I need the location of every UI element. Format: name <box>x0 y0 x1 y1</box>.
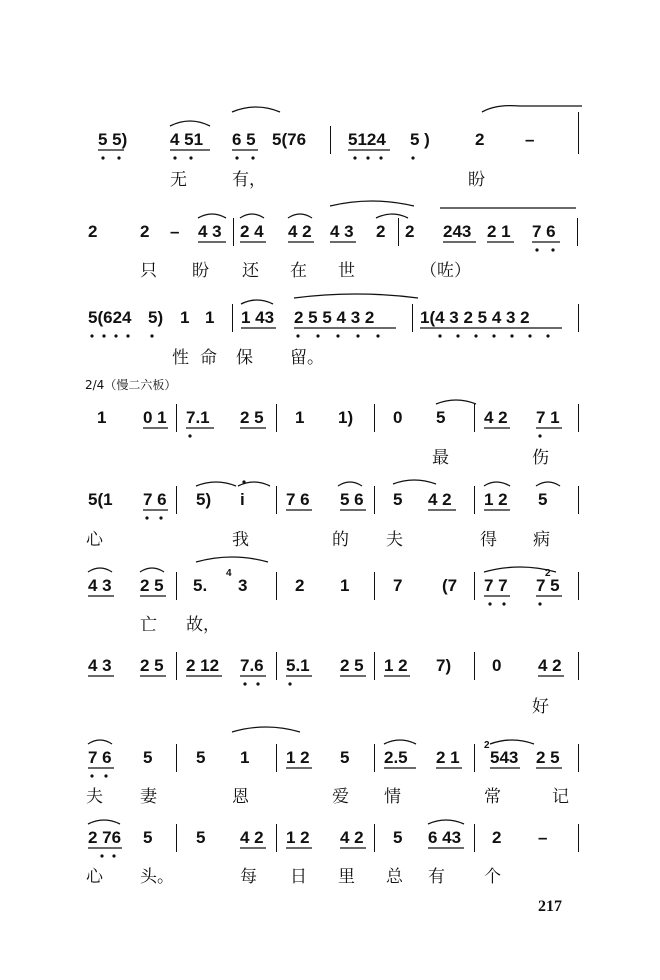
bar-line <box>276 824 277 852</box>
note-group: – <box>538 828 548 847</box>
note-group: 0 1 <box>143 408 167 427</box>
note-group: 5(1 <box>88 490 113 509</box>
note-group: 4 2 <box>538 656 562 675</box>
note-group: 7 <box>393 576 403 595</box>
note-group: 5 <box>196 748 206 767</box>
lyric: 有 <box>428 867 445 887</box>
bar-line <box>233 218 234 246</box>
note-group: 2 5 <box>240 408 264 427</box>
note-group: 2 4 <box>240 222 264 241</box>
note-group: 5 <box>143 748 153 767</box>
lyric: 头。 <box>140 867 174 887</box>
bar-line <box>232 304 233 332</box>
bar-line <box>176 572 177 600</box>
bar-line <box>276 486 277 514</box>
bar-line <box>578 304 579 332</box>
tempo-marking: 2/4（慢二六板） <box>85 378 177 392</box>
lyric: 盼 <box>192 261 209 281</box>
lyric: 有， <box>232 170 266 190</box>
bar-line <box>577 218 578 246</box>
slur <box>196 482 236 486</box>
bar-line <box>176 824 177 852</box>
bar-line <box>276 744 277 772</box>
bar-line <box>474 652 475 680</box>
lyric: 记 <box>552 787 569 807</box>
note-group: 2 5 5 4 3 2 <box>294 308 375 327</box>
lyric: 里 <box>338 867 355 887</box>
lyric: 亡 <box>140 615 157 635</box>
note-group: 243 <box>443 222 472 241</box>
lyric: 妻 <box>140 787 157 807</box>
lyric: 恩 <box>232 787 249 807</box>
slur <box>170 121 210 126</box>
note-group: 2 5 <box>140 576 164 595</box>
tie <box>482 106 582 112</box>
slur <box>238 482 270 486</box>
system-6-lyrics <box>0 610 660 640</box>
note-group: 1 43 <box>241 308 275 327</box>
system-9-notes <box>0 828 660 858</box>
note-group: 1) <box>338 408 354 427</box>
note-group: 2 <box>140 222 150 241</box>
note-group: 4 3 <box>330 222 354 241</box>
note-group: – <box>525 130 535 149</box>
slur <box>232 727 300 732</box>
note-group: 543 <box>490 748 519 767</box>
lyric: 故， <box>186 615 220 635</box>
bar-line <box>578 652 579 680</box>
bar-line <box>578 486 579 514</box>
slur <box>88 820 120 824</box>
slur <box>536 482 560 486</box>
lyric: 夫 <box>86 787 103 807</box>
note-group: 1 <box>97 408 107 427</box>
system-1-notes <box>0 130 660 160</box>
note-group: 5(624 <box>88 308 132 327</box>
note-group: 5 <box>538 490 548 509</box>
note-group: 1 2 <box>286 828 310 847</box>
note-group: 6 5 <box>232 130 256 149</box>
slur <box>376 214 408 218</box>
lyric: 无 <box>170 170 187 190</box>
note-group: 7.6 <box>240 656 264 675</box>
note-group: 2 <box>295 576 305 595</box>
note-group: 2 1 <box>436 748 460 767</box>
note-group: 1(4 3 2 5 4 3 2 <box>420 308 530 327</box>
bar-line <box>398 218 399 246</box>
slur <box>436 400 476 404</box>
slur <box>384 740 416 744</box>
note-group: 1 <box>295 408 305 427</box>
system-3-lyrics <box>0 343 660 373</box>
slur <box>88 568 112 572</box>
slur <box>198 214 226 218</box>
bar-line <box>578 744 579 772</box>
note-group: 0 <box>393 408 403 427</box>
note-group: 4 51 <box>170 130 204 149</box>
note-group: 2 <box>492 828 502 847</box>
lyric: 还 <box>242 261 259 281</box>
note-group: 7.1 <box>186 408 210 427</box>
lyric: 得 <box>480 530 497 550</box>
note-group: 1 <box>340 576 350 595</box>
slur <box>330 201 414 206</box>
note-group: 2 <box>88 222 98 241</box>
note-group: 2 5 <box>140 656 164 675</box>
lyric: 我 <box>232 530 249 550</box>
bar-line <box>474 404 475 432</box>
bar-line <box>578 824 579 852</box>
slur <box>338 482 362 486</box>
note-group: 2 76 <box>88 828 122 847</box>
bar-line <box>578 572 579 600</box>
bar-line <box>330 126 331 154</box>
slur <box>140 568 164 572</box>
note-group: 5 6 <box>340 490 364 509</box>
note-group: 2 1 <box>487 222 511 241</box>
lyric: （咗） <box>420 261 471 281</box>
note-group: 4 3 <box>88 576 112 595</box>
note-group: 5 <box>196 828 206 847</box>
slur <box>240 214 264 218</box>
lyric: 命 <box>200 348 217 368</box>
note-group: 7 5 <box>536 576 560 595</box>
note-group: 7) <box>436 656 452 675</box>
system-7-notes <box>0 656 660 686</box>
note-group: 5 <box>393 828 403 847</box>
bar-line <box>176 486 177 514</box>
bar-line <box>176 744 177 772</box>
bar-line <box>578 404 579 432</box>
note-group: 7 6 <box>143 490 167 509</box>
page-number: 217 <box>538 898 562 915</box>
slur <box>232 107 280 112</box>
note-group: (7 <box>442 576 458 595</box>
bar-line <box>474 744 475 772</box>
slur <box>490 740 534 744</box>
lyric: 夫 <box>386 530 403 550</box>
system-7-lyrics <box>0 692 660 722</box>
note-group: 5. <box>193 576 208 595</box>
lyric: 在 <box>290 261 307 281</box>
note-group: 2 5 <box>536 748 560 767</box>
note-group: 7 6 <box>88 748 112 767</box>
lyric: 常 <box>484 787 501 807</box>
note-group: 7 1 <box>536 408 560 427</box>
note-group: 1 2 <box>484 490 508 509</box>
bar-line <box>578 112 579 154</box>
bar-line <box>374 486 375 514</box>
bar-line <box>276 652 277 680</box>
note-group: 5) <box>148 308 164 327</box>
note-group: i <box>240 490 245 509</box>
lyric: 留。 <box>290 348 324 368</box>
note-group: 4 2 <box>428 490 452 509</box>
note-group: 5 ) <box>410 130 430 149</box>
lyric: 日 <box>290 867 307 887</box>
note-group: 5 <box>393 490 403 509</box>
note-group: 1 2 <box>286 748 310 767</box>
lyric: 心 <box>86 530 103 550</box>
note-group: 2 12 <box>186 656 220 675</box>
note-group: 4 2 <box>288 222 312 241</box>
note-group: 5(76 <box>272 130 307 149</box>
note-group: 4 3 <box>198 222 222 241</box>
lyric: 伤 <box>532 448 549 468</box>
lyric: 情 <box>384 787 401 807</box>
system-4-lyrics <box>0 443 660 473</box>
bar-line <box>276 572 277 600</box>
slur <box>428 820 464 824</box>
bar-line <box>412 304 413 332</box>
note-group: 4 2 <box>484 408 508 427</box>
note-group: 5124 <box>348 130 386 149</box>
note-group: 5) <box>196 490 212 509</box>
system-9-lyrics <box>0 862 660 892</box>
note-group: – <box>170 222 180 241</box>
note-group: 2 <box>376 222 386 241</box>
system-4-notes <box>0 408 660 438</box>
bar-line <box>374 652 375 680</box>
lyric: 总 <box>386 867 403 887</box>
slur <box>288 214 312 218</box>
lyric: 个 <box>484 867 501 887</box>
grace-note: 2 <box>545 568 551 579</box>
note-group: 1 <box>180 308 190 327</box>
note-group: 2 5 <box>340 656 364 675</box>
slur <box>196 557 268 562</box>
slur <box>241 300 273 304</box>
lyric: 每 <box>240 867 257 887</box>
lyric: 最 <box>432 448 449 468</box>
note-group: 5 <box>340 748 350 767</box>
lyric: 心 <box>86 867 103 887</box>
note-group: 0 <box>492 656 502 675</box>
system-8-notes <box>0 740 660 778</box>
system-5-notes <box>0 490 660 520</box>
slur <box>294 294 418 298</box>
bar-line <box>474 486 475 514</box>
note-group: 4 2 <box>240 828 264 847</box>
bar-line <box>474 572 475 600</box>
note-group: 5 5) <box>98 130 128 149</box>
bar-line <box>374 572 375 600</box>
note-group: 1 <box>205 308 215 327</box>
note-group: 4 2 <box>340 828 364 847</box>
system-2-notes <box>0 222 660 252</box>
note-group: 2 <box>475 130 485 149</box>
lyric: 世 <box>338 261 355 281</box>
slur <box>484 482 510 486</box>
bar-line <box>374 744 375 772</box>
grace-note: 2 <box>484 740 490 751</box>
grace-note: 4 <box>226 568 232 579</box>
bar-line <box>374 824 375 852</box>
bar-line <box>176 652 177 680</box>
lyric: 病 <box>533 530 550 550</box>
system-3-notes <box>0 308 660 338</box>
system-5-lyrics <box>0 525 660 555</box>
note-group: 3 <box>238 576 248 595</box>
system-8-lyrics <box>0 782 660 812</box>
lyric: 爱 <box>332 787 349 807</box>
note-group: 1 <box>240 748 250 767</box>
system-2-lyrics <box>0 256 660 286</box>
lyric: 只 <box>140 261 157 281</box>
note-group: 5 <box>436 408 446 427</box>
slur <box>393 480 436 484</box>
note-group: 2.5 <box>384 748 408 767</box>
lyric: 盼 <box>468 170 485 190</box>
bar-line <box>276 404 277 432</box>
slur <box>88 740 112 744</box>
note-group: 5 <box>143 828 153 847</box>
note-group: 4 3 <box>88 656 112 675</box>
bar-line <box>474 824 475 852</box>
note-group: 5.1 <box>286 656 310 675</box>
bar-line <box>374 404 375 432</box>
note-group: 2 <box>405 222 415 241</box>
bar-line <box>176 404 177 432</box>
note-group: 7 6 <box>286 490 310 509</box>
note-group: 7 7 <box>484 576 508 595</box>
lyric: 性 <box>172 348 189 368</box>
system-1-lyrics <box>0 165 660 195</box>
note-group: 1 2 <box>384 656 408 675</box>
system-6-notes <box>0 568 660 606</box>
lyric: 保 <box>236 348 253 368</box>
note-group: 7 6 <box>532 222 556 241</box>
note-group: 6 43 <box>428 828 462 847</box>
lyric: 好 <box>532 697 549 717</box>
lyric: 的 <box>332 530 349 550</box>
